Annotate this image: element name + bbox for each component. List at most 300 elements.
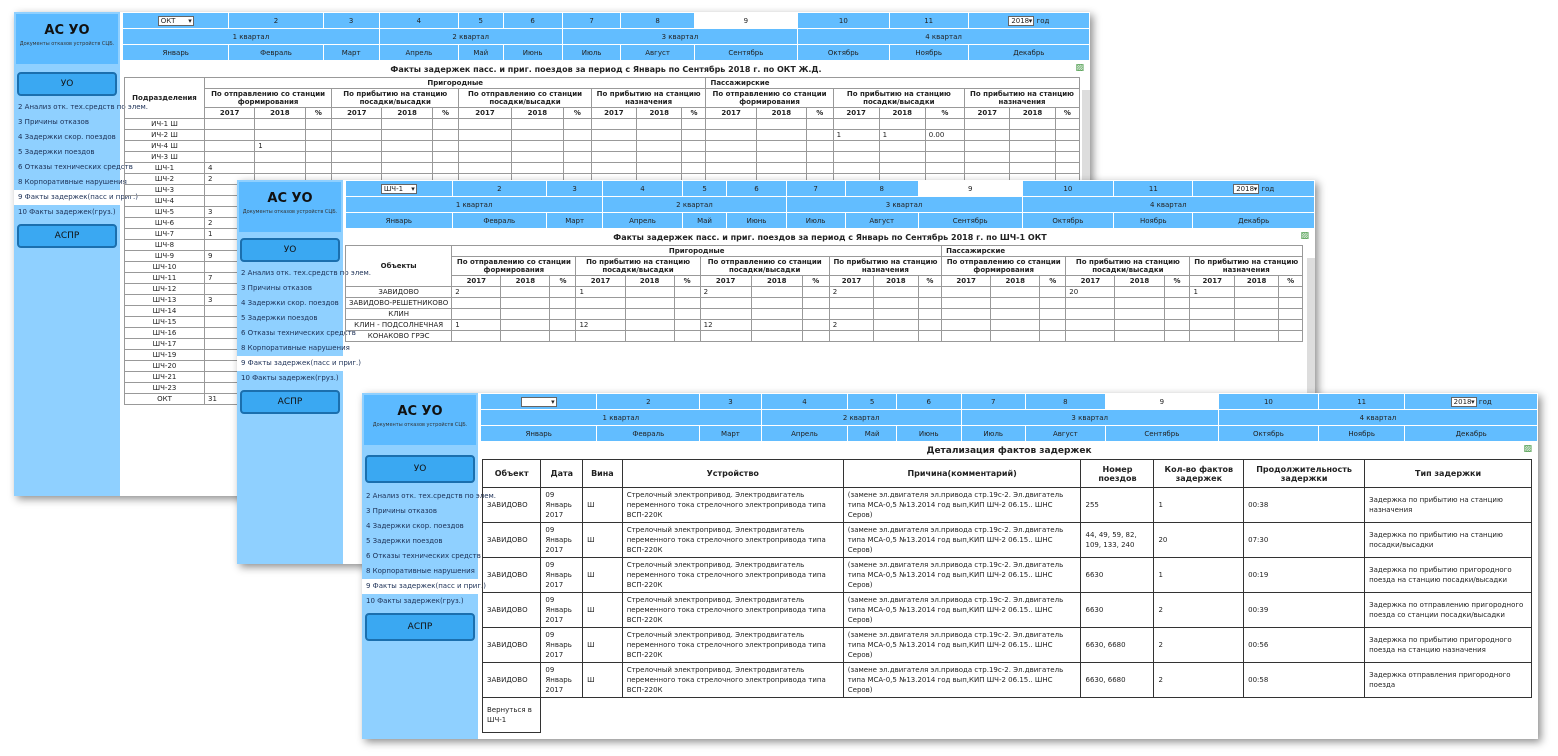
trains-cell: 6630 (1081, 558, 1154, 593)
excel-export-icon[interactable]: ▨ (1075, 63, 1084, 73)
unit-name[interactable]: ОКТ (125, 394, 205, 405)
month-number[interactable]: 10 (1023, 181, 1114, 196)
month-number[interactable]: 9 (1106, 394, 1218, 409)
cell (255, 163, 305, 174)
table-row[interactable] (346, 331, 1303, 342)
cell (1055, 152, 1079, 163)
month-cell[interactable]: Сентябрь (695, 45, 797, 60)
month-number[interactable]: 9 (919, 181, 1022, 196)
cell (1010, 141, 1055, 152)
month-number[interactable]: 8 (1026, 394, 1105, 409)
cell (918, 287, 942, 298)
cell: 4 (205, 163, 255, 174)
sidebar-item[interactable]: 8 Корпоративные нарушения (366, 567, 475, 575)
uo-button[interactable]: УО (240, 238, 340, 262)
trains-cell: 6630 (1081, 593, 1154, 628)
cell (1164, 298, 1190, 309)
cell (942, 309, 991, 320)
sidebar-item[interactable]: 10 Факты задержек(груз.) (366, 597, 464, 605)
year-col-header: 2018 (879, 108, 925, 119)
month-number[interactable]: 4 (603, 181, 681, 196)
month-number[interactable]: 3 (547, 181, 602, 196)
year-col-header: 2018 (625, 276, 674, 287)
object-name[interactable]: КОНАКОВО ГРЭС (346, 331, 452, 342)
quarter-cell[interactable]: 4 квартал (798, 29, 1089, 44)
cell (625, 298, 674, 309)
quarter-cell[interactable]: 4 квартал (1219, 410, 1537, 425)
month-cell[interactable]: Январь (123, 45, 228, 60)
cell (1010, 163, 1055, 174)
month-cell[interactable]: Август (1026, 426, 1105, 441)
month-cell[interactable]: Август (846, 213, 918, 228)
device-cell: Стрелочный электропривод. Электродвигатель переменного тока стрелочного электропривода типа ВСП-220К (622, 663, 843, 698)
month-cell[interactable]: Май (683, 213, 727, 228)
cell (756, 163, 806, 174)
cell (1055, 119, 1079, 130)
cell (452, 331, 501, 342)
cell: 2 (829, 320, 873, 331)
unit-select-cell[interactable] (123, 13, 228, 28)
device-cell: Стрелочный электропривод. Электродвигатель переменного тока стрелочного электропривода типа ВСП-220К (622, 628, 843, 663)
reason-cell: (замене эл.двигателя эл.привода стр.19с-2. Эл.двигатель типа МСА-0,5 №13.2014 год вып,КИП ШЧ-2 06.15.. ШНС Серов) (843, 628, 1081, 663)
object-name[interactable]: ЗАВИДОВО-РЕШЕТНИКОВО (346, 298, 452, 309)
month-cell[interactable]: Сентябрь (1106, 426, 1218, 441)
unit-name[interactable]: ШЧ-20 (125, 361, 205, 372)
unit-name[interactable]: ШЧ-13 (125, 295, 205, 306)
month-number[interactable]: 2 (229, 13, 322, 28)
table-row[interactable] (346, 320, 1303, 331)
month-cell[interactable]: Январь (481, 426, 596, 441)
cell (1055, 130, 1079, 141)
reason-cell: (замене эл.двигателя эл.привода стр.19с-2. Эл.двигатель типа МСА-0,5 №13.2014 год вып,КИП ШЧ-2 06.15.. ШНС Серов) (843, 488, 1081, 523)
table-row[interactable] (483, 593, 1532, 628)
sidebar-item[interactable]: 6 Отказы технических средств (241, 329, 356, 337)
unit-name[interactable]: ШЧ-17 (125, 339, 205, 350)
uo-button[interactable]: УО (17, 72, 117, 96)
object-cell: ЗАВИДОВО (483, 523, 541, 558)
object-name[interactable]: КЛИН (346, 309, 452, 320)
sidebar-item[interactable]: 8 Корпоративные нарушения (18, 178, 127, 186)
group-header: По прибытию на станцию назначения (1190, 257, 1303, 276)
month-cell[interactable]: Март (547, 213, 602, 228)
cell (625, 331, 674, 342)
date-cell: 09 Январь 2017 (541, 558, 583, 593)
unit-name[interactable]: ШЧ-15 (125, 317, 205, 328)
cell (802, 331, 829, 342)
table-row[interactable] (346, 287, 1303, 298)
year-col-header: % (1279, 276, 1303, 287)
cell (1066, 320, 1115, 331)
app-subtitle: Документы отказов устройств СЦБ. (19, 41, 115, 47)
month-number[interactable]: 4 (762, 394, 848, 409)
year-col-header: 2017 (459, 108, 511, 119)
year-col-header: % (682, 108, 706, 119)
unit-name[interactable]: ШЧ-12 (125, 284, 205, 295)
uo-button[interactable]: УО (365, 455, 475, 483)
cell: 0.00 (925, 130, 964, 141)
month-number[interactable]: 10 (798, 13, 889, 28)
unit-name[interactable]: ШЧ-1 (125, 163, 205, 174)
table-row[interactable] (125, 130, 1080, 141)
object-name[interactable]: КЛИН - ПОДСОЛНЕЧНАЯ (346, 320, 452, 331)
cell (1164, 331, 1190, 342)
unit-select[interactable] (521, 397, 557, 407)
guilt-cell: Ш (583, 663, 623, 698)
cell (625, 287, 674, 298)
unit-select-cell[interactable] (481, 394, 596, 409)
month-cell[interactable]: Март (700, 426, 760, 441)
unit-name[interactable]: ШЧ-3 (125, 185, 205, 196)
cell (511, 141, 563, 152)
detail-col-header: Номер поездов (1081, 460, 1154, 488)
sidebar (14, 12, 149, 496)
trains-cell: 6630, 6680 (1081, 628, 1154, 663)
cell (564, 119, 592, 130)
month-number[interactable]: 6 (727, 181, 785, 196)
month-cell[interactable]: Апрель (380, 45, 458, 60)
sidebar-item[interactable]: 3 Причины отказов (241, 284, 312, 292)
month-cell[interactable]: Октябрь (798, 45, 889, 60)
table-row[interactable] (346, 309, 1303, 320)
month-cell[interactable]: Ноябрь (1114, 213, 1192, 228)
cell (1115, 309, 1164, 320)
quarter-cell[interactable]: 1 квартал (346, 197, 602, 212)
cell (682, 141, 706, 152)
sidebar-item[interactable]: 5 Задержки поездов (241, 314, 318, 322)
month-number[interactable]: 10 (1219, 394, 1318, 409)
month-number[interactable]: 3 (700, 394, 760, 409)
cell (802, 298, 829, 309)
sidebar-item[interactable]: 3 Причины отказов (18, 118, 89, 126)
year-col-header: 2018 (637, 108, 682, 119)
month-number[interactable]: 4 (380, 13, 458, 28)
month-cell[interactable]: Декабрь (969, 45, 1089, 60)
month-cell[interactable]: Октябрь (1219, 426, 1318, 441)
unit-name[interactable]: ШЧ-6 (125, 218, 205, 229)
detail-col-header: Объект (483, 460, 541, 488)
cell (833, 141, 879, 152)
month-number[interactable]: 11 (1319, 394, 1404, 409)
cell (925, 141, 964, 152)
cell (1279, 298, 1303, 309)
count-cell: 1 (1154, 488, 1244, 523)
month-number[interactable]: 6 (504, 13, 562, 28)
month-cell[interactable]: Июль (962, 426, 1025, 441)
month-number[interactable]: 5 (848, 394, 896, 409)
month-number[interactable]: 5 (459, 13, 503, 28)
month-number[interactable]: 3 (324, 13, 379, 28)
year-select-cell[interactable] (969, 13, 1089, 28)
unit-name[interactable]: ШЧ-9 (125, 251, 205, 262)
cell (255, 119, 305, 130)
group-header: По отправлению со станции посадки/высадки (459, 89, 591, 108)
month-number[interactable]: 5 (683, 181, 727, 196)
cell (591, 130, 636, 141)
guilt-cell: Ш (583, 558, 623, 593)
month-cell[interactable]: Июнь (504, 45, 562, 60)
table-row[interactable] (125, 163, 1080, 174)
object-name[interactable]: ЗАВИДОВО (346, 287, 452, 298)
month-number[interactable]: 9 (695, 13, 797, 28)
sidebar-item[interactable]: 4 Задержки скор. поездов (366, 522, 464, 530)
sidebar-item[interactable]: 2 Анализ отк. тех.средств по элем. (241, 269, 372, 277)
sidebar-item[interactable]: 10 Факты задержек(груз.) (241, 374, 339, 382)
cell: 12 (700, 320, 751, 331)
month-cell[interactable]: Ноябрь (890, 45, 968, 60)
device-cell: Стрелочный электропривод. Электродвигатель переменного тока стрелочного электропривода типа ВСП-220К (622, 558, 843, 593)
month-cell[interactable]: Декабрь (1405, 426, 1537, 441)
quarter-cell[interactable]: 2 квартал (603, 197, 785, 212)
sidebar-item[interactable]: 3 Причины отказов (366, 507, 437, 515)
year-select[interactable]: 2018 ▾ (1233, 184, 1259, 194)
year-col-header: 2018 (1234, 276, 1278, 287)
unit-name[interactable]: ИЧ-3 Ш (125, 152, 205, 163)
cell (706, 152, 756, 163)
cell (305, 163, 332, 174)
cell (807, 163, 834, 174)
month-number[interactable]: 11 (1114, 181, 1192, 196)
month-number[interactable]: 6 (897, 394, 961, 409)
object-cell: ЗАВИДОВО (483, 593, 541, 628)
prig-header: Пригородные (452, 246, 942, 257)
cell (1234, 287, 1278, 298)
table-row[interactable] (483, 488, 1532, 523)
sidebar-item[interactable]: 5 Задержки поездов (18, 148, 95, 156)
unit-name[interactable]: ШЧ-11 (125, 273, 205, 284)
unit-name[interactable]: ШЧ-21 (125, 372, 205, 383)
cell: 2 (205, 174, 255, 185)
year-select-cell[interactable] (1193, 181, 1314, 196)
quarter-cell[interactable]: 2 квартал (380, 29, 562, 44)
sidebar (362, 393, 497, 739)
cell (1234, 298, 1278, 309)
cell (756, 119, 806, 130)
quarter-cell[interactable]: 2 квартал (762, 410, 961, 425)
detail-col-header: Устройство (622, 460, 843, 488)
cell (550, 298, 576, 309)
month-number[interactable]: 2 (597, 394, 699, 409)
aspr-button[interactable]: АСПР (365, 613, 475, 641)
group-header: По прибытию на станцию посадки/высадки (1066, 257, 1190, 276)
cell (1164, 309, 1190, 320)
cell: 3 (205, 295, 255, 306)
cell (700, 298, 751, 309)
quarter-cell[interactable]: 1 квартал (481, 410, 761, 425)
excel-export-icon[interactable]: ▨ (1300, 231, 1309, 241)
unit-select[interactable]: ОКТ ▾ (158, 16, 194, 26)
first-col-header: Объекты (346, 246, 452, 287)
app-title: АС УО (44, 23, 90, 38)
sidebar-item[interactable]: 4 Задержки скор. поездов (241, 299, 339, 307)
prig-header: Пригородные (205, 78, 706, 89)
unit-name[interactable]: ИЧ-1 Ш (125, 119, 205, 130)
year-col-header: 2018 (1010, 108, 1055, 119)
cell (991, 298, 1040, 309)
month-number[interactable]: 7 (563, 13, 621, 28)
object-cell: ЗАВИДОВО (483, 558, 541, 593)
month-cell[interactable]: Апрель (762, 426, 848, 441)
month-cell[interactable]: Февраль (229, 45, 322, 60)
cell (1190, 298, 1234, 309)
cell: 3 (205, 207, 255, 218)
year-col-header: % (1055, 108, 1079, 119)
cell (637, 130, 682, 141)
year-select[interactable]: 2018 ▾ (1008, 16, 1034, 26)
duration-cell: 00:38 (1244, 488, 1365, 523)
cell (751, 309, 802, 320)
month-cell[interactable]: Май (848, 426, 896, 441)
table-row[interactable] (346, 298, 1303, 309)
type-cell: Задержка по прибытию на станцию назначения (1365, 488, 1532, 523)
detail-col-header: Тип задержки (1365, 460, 1532, 488)
year-select-cell[interactable] (1405, 394, 1537, 409)
sidebar-item[interactable]: 4 Задержки скор. поездов (18, 133, 116, 141)
month-number[interactable]: 2 (453, 181, 546, 196)
table-row[interactable] (483, 523, 1532, 558)
cell: 7 (205, 273, 255, 284)
cell (879, 163, 925, 174)
quarter-cell[interactable]: 4 квартал (1023, 197, 1315, 212)
month-cell[interactable]: Август (621, 45, 693, 60)
date-cell: 09 Январь 2017 (541, 488, 583, 523)
excel-export-icon[interactable]: ▨ (1523, 444, 1532, 454)
reason-cell: (замене эл.двигателя эл.привода стр.19с-2. Эл.двигатель типа МСА-0,5 №13.2014 год вып,КИП ШЧ-2 06.15.. ШНС Серов) (843, 593, 1081, 628)
cell (942, 298, 991, 309)
unit-name[interactable]: ШЧ-4 (125, 196, 205, 207)
month-cell[interactable]: Сентябрь (919, 213, 1022, 228)
year-label: год (1478, 397, 1492, 406)
cell (550, 287, 576, 298)
unit-name[interactable]: ШЧ-10 (125, 262, 205, 273)
quarter-cell[interactable]: 3 квартал (787, 197, 1022, 212)
quarter-cell[interactable]: 3 квартал (563, 29, 797, 44)
unit-name[interactable]: ШЧ-5 (125, 207, 205, 218)
month-number[interactable]: 7 (787, 181, 845, 196)
unit-name[interactable]: ИЧ-4 Ш (125, 141, 205, 152)
sidebar-item[interactable]: 6 Отказы технических средств (18, 163, 133, 171)
cell (1234, 309, 1278, 320)
sidebar-item[interactable]: 5 Задержки поездов (366, 537, 443, 545)
unit-name[interactable]: ШЧ-23 (125, 383, 205, 394)
unit-name[interactable]: ШЧ-16 (125, 328, 205, 339)
year-col-header: % (802, 276, 829, 287)
month-cell[interactable]: Февраль (597, 426, 699, 441)
back-link[interactable]: Вернуться в ШЧ-1 (483, 698, 541, 733)
device-cell: Стрелочный электропривод. Электродвигатель переменного тока стрелочного электропривода типа ВСП-220К (622, 593, 843, 628)
month-cell[interactable]: Март (324, 45, 379, 60)
count-cell: 2 (1154, 628, 1244, 663)
cell: 9 (205, 251, 255, 262)
table-row[interactable] (483, 628, 1532, 663)
cell (1279, 309, 1303, 320)
aspr-button[interactable]: АСПР (17, 224, 117, 248)
month-cell[interactable]: Февраль (453, 213, 546, 228)
cell (925, 152, 964, 163)
sidebar-item[interactable]: 9 Факты задержек(пасс и приг.) (362, 579, 478, 594)
table-row[interactable] (483, 558, 1532, 593)
cell (332, 130, 382, 141)
table-row[interactable] (125, 119, 1080, 130)
year-col-header: % (925, 108, 964, 119)
unit-name[interactable]: ШЧ-8 (125, 240, 205, 251)
sidebar-item[interactable]: 8 Корпоративные нарушения (241, 344, 350, 352)
cell (332, 141, 382, 152)
sidebar-item[interactable]: 6 Отказы технических средств (366, 552, 481, 560)
sidebar-menu (237, 266, 372, 386)
cell: 1 (1190, 287, 1234, 298)
month-cell[interactable]: Декабрь (1193, 213, 1314, 228)
cell (501, 298, 550, 309)
unit-name[interactable]: ИЧ-2 Ш (125, 130, 205, 141)
month-cell[interactable]: Июль (563, 45, 621, 60)
unit-select-cell[interactable] (346, 181, 452, 196)
sidebar-item[interactable]: 9 Факты задержек(пасс и приг.) (14, 190, 120, 205)
table-row[interactable] (483, 663, 1532, 698)
cell (879, 141, 925, 152)
quarter-cell[interactable]: 3 квартал (962, 410, 1218, 425)
month-number[interactable]: 8 (846, 181, 918, 196)
quarter-cell[interactable]: 1 квартал (123, 29, 379, 44)
sidebar-item[interactable]: 10 Факты задержек(груз.) (18, 208, 116, 216)
cell (807, 130, 834, 141)
month-number[interactable]: 11 (890, 13, 968, 28)
unit-select[interactable]: ШЧ-1 ▾ (381, 184, 417, 194)
cell (879, 152, 925, 163)
duration-cell: 00:19 (1244, 558, 1365, 593)
month-cell[interactable]: Апрель (603, 213, 681, 228)
cell (511, 163, 563, 174)
month-number[interactable]: 8 (621, 13, 693, 28)
unit-name[interactable]: ШЧ-19 (125, 350, 205, 361)
cell (637, 141, 682, 152)
month-cell[interactable]: Октябрь (1023, 213, 1114, 228)
unit-name[interactable]: ШЧ-14 (125, 306, 205, 317)
cell (432, 152, 459, 163)
cell (1190, 309, 1234, 320)
cell (1279, 320, 1303, 331)
object-cell: ЗАВИДОВО (483, 663, 541, 698)
cell (1164, 320, 1190, 331)
unit-name[interactable]: ШЧ-2 (125, 174, 205, 185)
cell (550, 320, 576, 331)
year-select[interactable]: 2018 ▾ (1451, 397, 1477, 407)
unit-name[interactable]: ШЧ-7 (125, 229, 205, 240)
cell (576, 298, 625, 309)
cell (682, 152, 706, 163)
cell: 1 (879, 130, 925, 141)
cell (591, 163, 636, 174)
sidebar-item[interactable]: 2 Анализ отк. тех.средств по элем. (366, 492, 497, 500)
trains-cell: 255 (1081, 488, 1154, 523)
month-cell[interactable]: Июнь (727, 213, 785, 228)
sidebar-item[interactable]: 9 Факты задержек(пасс и приг.) (237, 356, 343, 371)
month-number[interactable]: 7 (962, 394, 1025, 409)
detail-col-header: Вина (583, 460, 623, 488)
aspr-button[interactable]: АСПР (240, 390, 340, 414)
month-cell[interactable]: Май (459, 45, 503, 60)
cell (205, 119, 255, 130)
table-row[interactable] (125, 141, 1080, 152)
month-cell[interactable]: Ноябрь (1319, 426, 1404, 441)
month-cell[interactable]: Январь (346, 213, 452, 228)
month-cell[interactable]: Июль (787, 213, 845, 228)
group-header: По прибытию на станцию назначения (965, 89, 1080, 108)
month-cell[interactable]: Июнь (897, 426, 961, 441)
cell (874, 309, 918, 320)
guilt-cell: Ш (583, 593, 623, 628)
table-row[interactable] (125, 152, 1080, 163)
sidebar-item[interactable]: 2 Анализ отк. тех.средств по элем. (18, 103, 149, 111)
